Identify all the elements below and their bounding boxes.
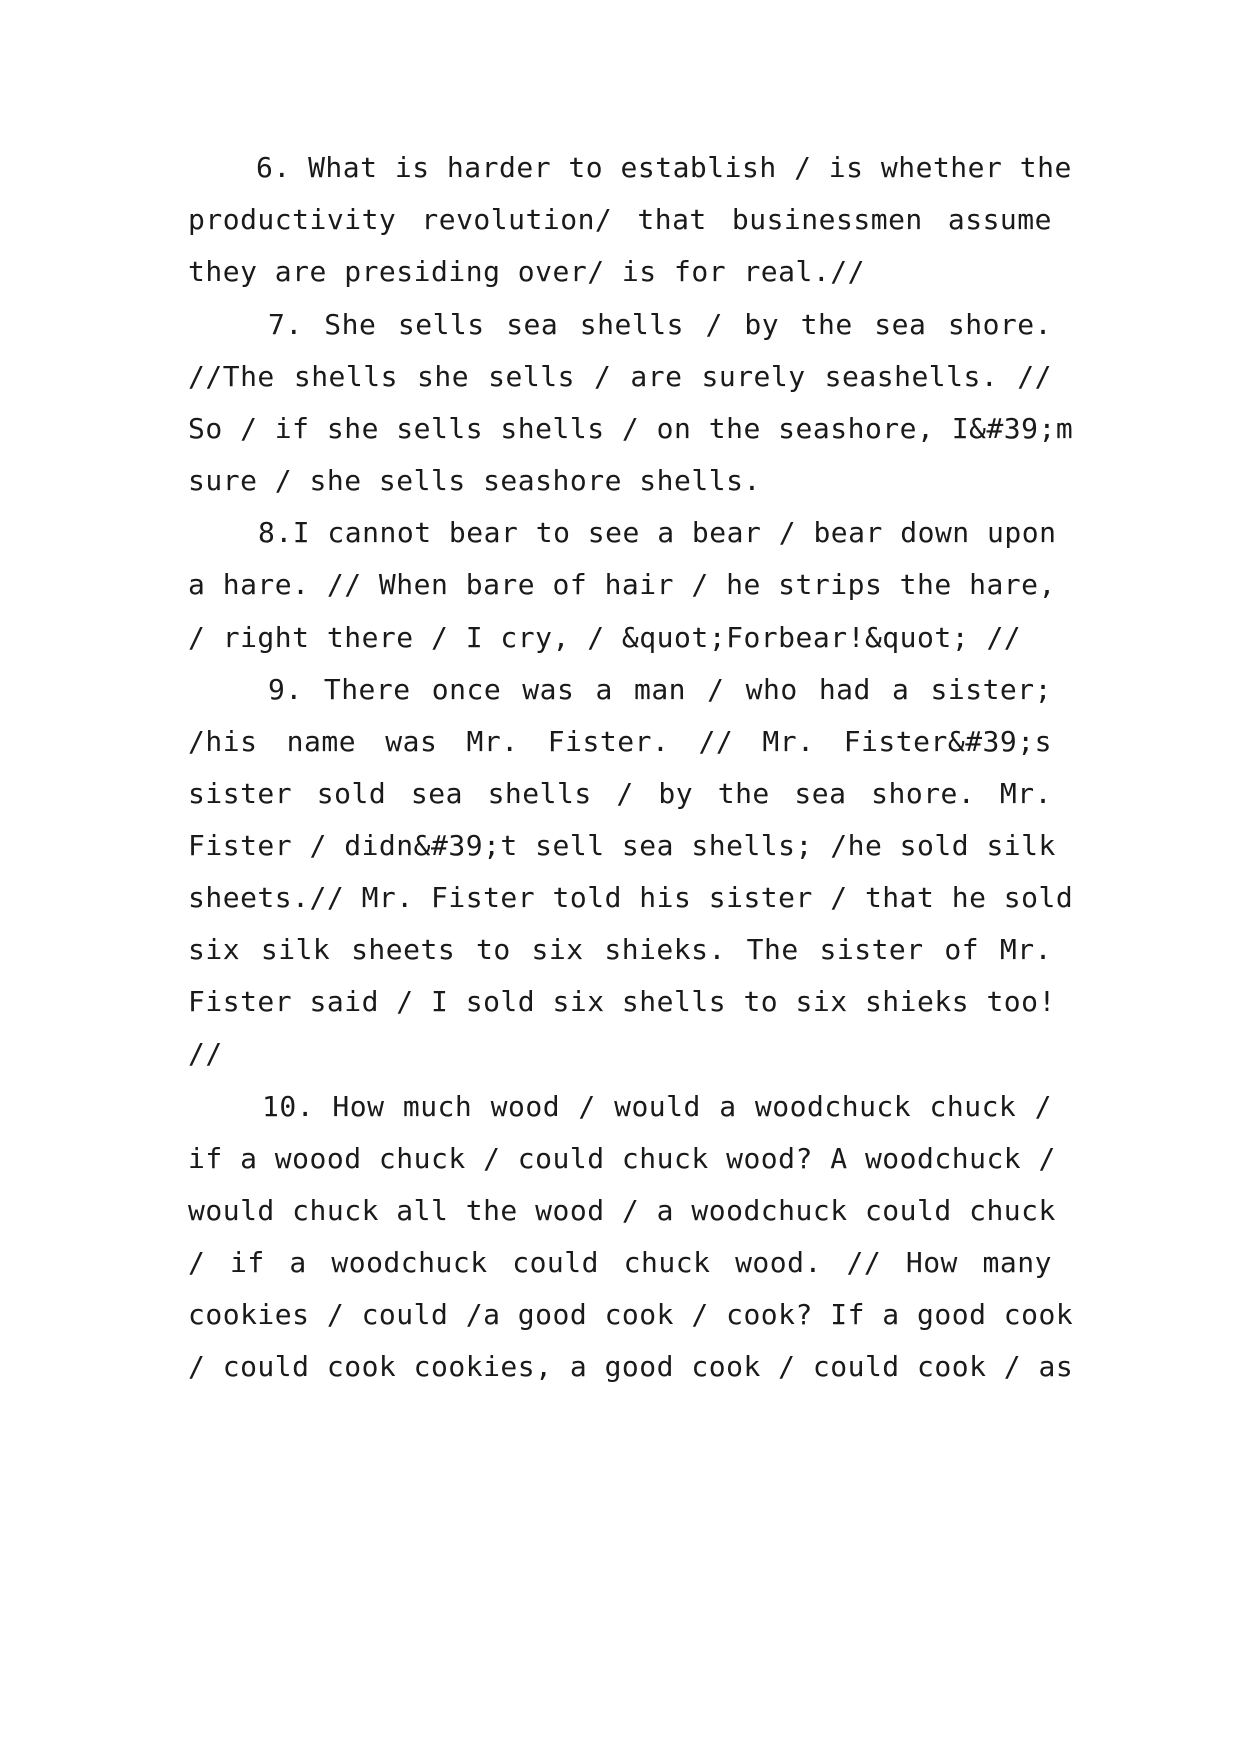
text-line: 6. What is harder to establish / is whether the bbox=[256, 151, 1072, 184]
text-line: 9. There once was a man / who had a sister; bbox=[268, 673, 1052, 706]
text-line: / if a woodchuck could chuck wood. // How many bbox=[188, 1246, 1052, 1279]
text-line: // bbox=[188, 1037, 223, 1070]
text-line: 8.I cannot bear to see a bear / bear down upon bbox=[258, 516, 1057, 549]
text-line: would chuck all the wood / a woodchuck could chuck bbox=[188, 1194, 1056, 1227]
text-line: sure / she sells seashore shells. bbox=[188, 464, 761, 497]
text-line: if a woood chuck / could chuck wood? A woodchuck / bbox=[188, 1142, 1056, 1175]
text-line: So / if she sells shells / on the seashore, I&#39;m bbox=[188, 412, 1074, 445]
text-line: sister sold sea shells / by the sea shore. Mr. bbox=[188, 777, 1052, 810]
text-line: / right there / I cry, / &quot;Forbear!&quot; // bbox=[188, 621, 1022, 654]
text-line: //The shells she sells / are surely seashells. // bbox=[188, 360, 1052, 393]
text-line: 10. How much wood / would a woodchuck chuck / bbox=[262, 1090, 1052, 1123]
text-line: 7. She sells sea shells / by the sea shore. bbox=[268, 308, 1052, 341]
text-line: / could cook cookies, a good cook / could cook / as bbox=[188, 1350, 1074, 1383]
text-line: sheets.// Mr. Fister told his sister / that he sold bbox=[188, 881, 1074, 914]
text-line: six silk sheets to six shieks. The sister of Mr. bbox=[188, 933, 1052, 966]
text-line: productivity revolution/ that businessmen assume bbox=[188, 203, 1052, 236]
text-line: a hare. // When bare of hair / he strips the hare, bbox=[188, 568, 1056, 601]
text-line: they are presiding over/ is for real.// bbox=[188, 255, 865, 288]
text-line: /his name was Mr. Fister. // Mr. Fister&#39;s bbox=[188, 725, 1052, 758]
text-line: Fister said / I sold six shells to six shieks too! bbox=[188, 985, 1056, 1018]
text-line: Fister / didn&#39;t sell sea shells; /he sold silk bbox=[188, 829, 1056, 862]
text-line: cookies / could /a good cook / cook? If a good cook bbox=[188, 1298, 1074, 1331]
